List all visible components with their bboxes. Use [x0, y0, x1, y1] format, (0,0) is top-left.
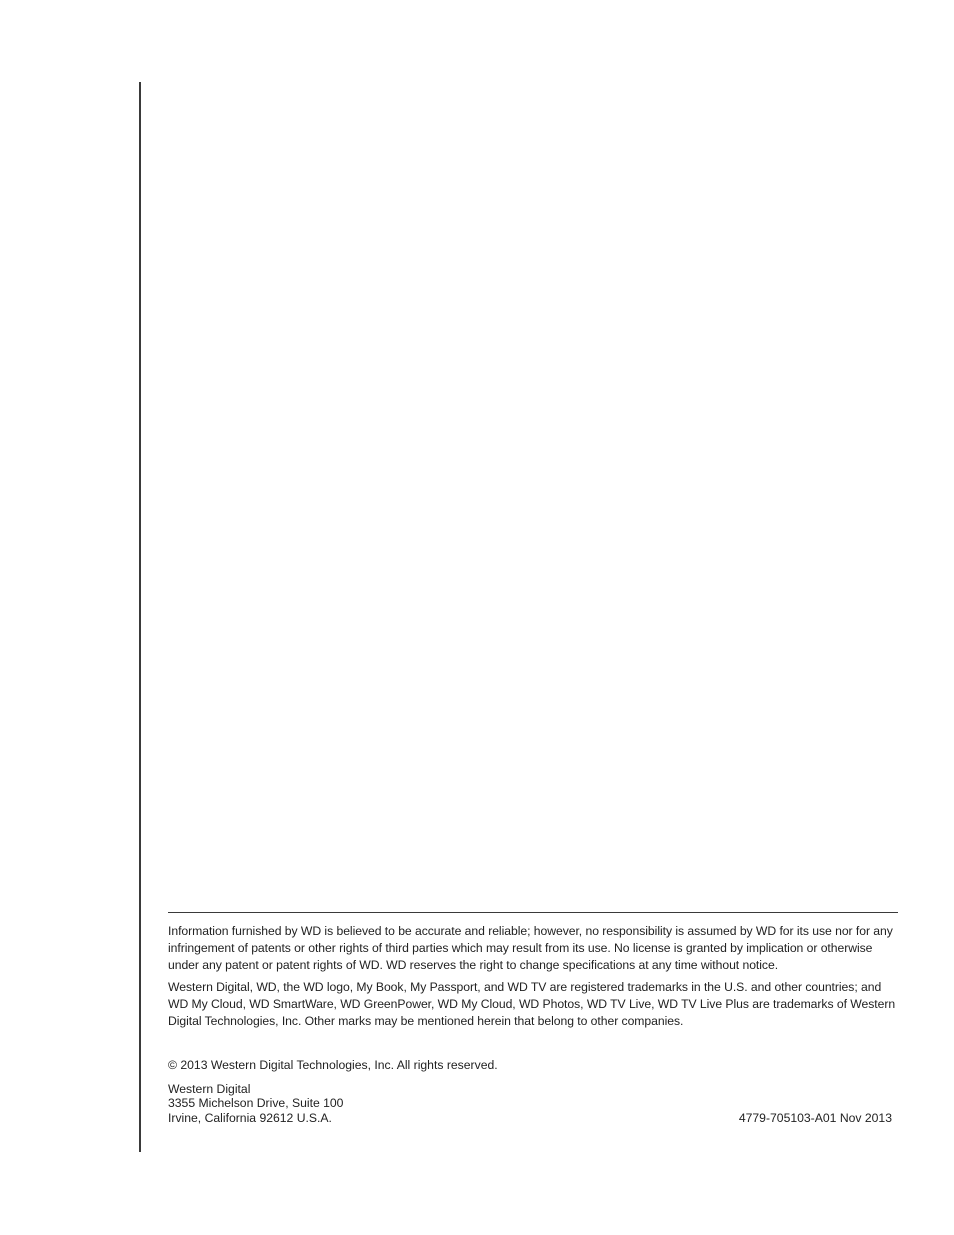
- left-margin-rule: [139, 82, 141, 1152]
- trademarks-paragraph: Western Digital, WD, the WD logo, My Book, My Passport, and WD TV are registered trademarks in the U.S. and other countries; and WD My Cloud, WD SmartWare, WD GreenPower, WD My Cloud, WD Photos, WD TV Live, WD TV Live Plus are trademarks of Western Digital Technologies, Inc. Other marks may be mentioned herein that belong to other companies.: [168, 980, 896, 1028]
- disclaimer-paragraph: Information furnished by WD is believed to be accurate and reliable; however, no responsibility is assumed by WD for its use nor for any infringement of patents or other rights of third parties which may result from its use. No license is granted by implication or otherwise under any patent or patent rights of WD. WD reserves the right to change specifications at any time without notice.: [168, 924, 893, 972]
- address-company: Western Digital: [168, 1082, 251, 1096]
- copyright-notice: © 2013 Western Digital Technologies, Inc. All rights reserved.: [168, 1058, 498, 1072]
- address-street: 3355 Michelson Drive, Suite 100: [168, 1096, 344, 1111]
- address-city: Irvine, California 92612 U.S.A.: [168, 1110, 332, 1125]
- company-address: [168, 1082, 343, 1125]
- document-code: 4779-705103-A01 Nov 2013: [738, 1111, 892, 1125]
- footer-divider: [168, 912, 898, 913]
